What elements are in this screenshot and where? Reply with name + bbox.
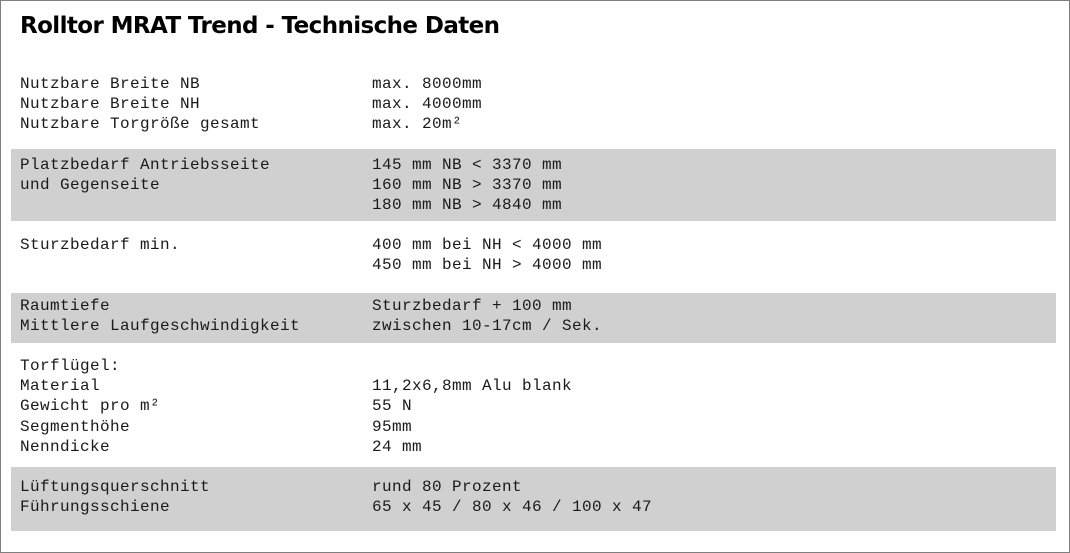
- spec-label: und Gegenseite: [20, 176, 161, 195]
- spec-row: [20, 497, 1056, 517]
- spec-row: [20, 175, 1056, 195]
- spec-row: [20, 195, 1056, 215]
- section-room-depth: [11, 293, 1056, 343]
- spec-row: [20, 477, 1056, 497]
- spec-value: max. 8000mm: [372, 75, 483, 93]
- spec-value: 400 mm bei NH < 4000 mm: [372, 236, 603, 254]
- spec-value: max. 4000mm: [372, 95, 483, 114]
- spec-value: rund 80 Prozent: [372, 478, 523, 496]
- spec-label: Führungsschiene: [20, 498, 171, 517]
- spec-row: [20, 356, 1056, 376]
- spec-row: [20, 437, 1056, 457]
- spec-value: zwischen 10-17cm / Sek.: [372, 317, 603, 336]
- spec-value: 55 N: [372, 397, 413, 416]
- spec-row: [20, 376, 1056, 396]
- spec-label: Torflügel:: [20, 357, 121, 375]
- spec-row: [20, 296, 1056, 316]
- spec-row: [20, 155, 1056, 175]
- spec-label: Nutzbare Torgröße gesamt: [20, 115, 261, 134]
- spec-label: Lüftungsquerschnitt: [20, 478, 211, 496]
- spec-row: [20, 396, 1056, 416]
- spec-row: [20, 417, 1056, 437]
- spec-row: [20, 235, 1056, 255]
- spec-value: 160 mm NB > 3370 mm: [372, 176, 563, 195]
- spec-label: Raumtiefe: [20, 297, 111, 315]
- spec-value: 11,2x6,8mm Alu blank: [372, 377, 573, 396]
- page-title: Rolltor MRAT Trend - Technische Daten: [20, 13, 500, 39]
- spec-value: Sturzbedarf + 100 mm: [372, 297, 573, 315]
- spec-label: Segmenthöhe: [20, 417, 131, 436]
- spec-label: Nutzbare Breite NB: [20, 75, 201, 93]
- spec-value: 65 x 45 / 80 x 46 / 100 x 47: [372, 498, 653, 517]
- spec-row: [20, 255, 1056, 275]
- section-ventilation: [11, 467, 1056, 531]
- spec-row: [20, 316, 1056, 336]
- spec-value: 145 mm NB < 3370 mm: [372, 156, 563, 174]
- spec-value: 180 mm NB > 4840 mm: [372, 196, 563, 215]
- spec-label: Material: [20, 377, 101, 396]
- section-dimensions: [11, 74, 1056, 135]
- spec-label: Platzbedarf Antriebsseite: [20, 156, 271, 174]
- spec-label: Nenndicke: [20, 437, 111, 456]
- section-door-leaf: [11, 356, 1056, 457]
- spec-row: [20, 74, 1056, 94]
- spec-label: Nutzbare Breite NH: [20, 95, 201, 114]
- spec-row: [20, 94, 1056, 114]
- spec-value: 95mm: [372, 417, 413, 436]
- spec-label: Gewicht pro m²: [20, 397, 161, 416]
- section-lintel: [11, 235, 1056, 275]
- spec-value: 450 mm bei NH > 4000 mm: [372, 256, 603, 275]
- section-space-requirement: [11, 149, 1056, 221]
- spec-label: Mittlere Laufgeschwindigkeit: [20, 317, 301, 336]
- spec-value: max. 20m²: [372, 115, 463, 134]
- spec-label: Sturzbedarf min.: [20, 236, 181, 254]
- spec-row: [20, 114, 1056, 134]
- spec-value: 24 mm: [372, 437, 423, 456]
